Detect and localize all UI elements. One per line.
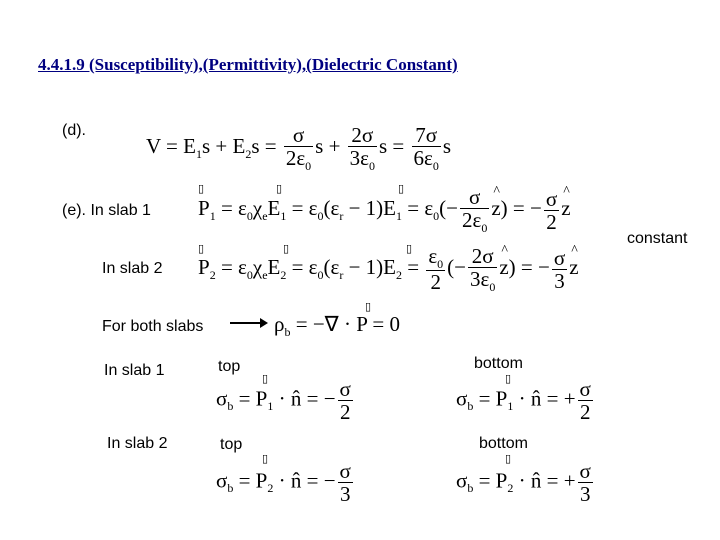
placeholder-box-icon: ▯ (406, 242, 413, 255)
placeholder-box-icon: ▯ (198, 242, 205, 255)
placeholder-box-icon: ▯ (365, 300, 372, 313)
equation-sigma-b-bottom-1: $\sigma_b = P_1$ · n̂ = + $\frac{\sigma}{2}$ (456, 377, 591, 424)
label-top-2: top (220, 436, 243, 453)
placeholder-box-icon: ▯ (505, 452, 512, 465)
equation-d: $V = E_1s + E_2s$ = $\frac{\sigma}{2\varepsilon_0}$ s + $\frac{2\sigma}{3\varepsilon_0}$ s = $\frac{7\sigma}{6\varepsilon_0}$ s (146, 123, 452, 173)
label-slab2: In slab 2 (107, 435, 168, 452)
equation-p2: $P_2 = \varepsilon_0\chi_eE_2 = \varepsilon_0(\varepsilon_r - 1)E_2$ = $\frac{\varepsilon_0}{2}$ (− $\frac{2\sigma}{3\varepsilon_0}$ ^ z) = − $\frac{\sigma}{3}$ ^ z (198, 245, 579, 293)
placeholder-box-icon: ▯ (198, 182, 205, 195)
label-e-slab1: (e). In slab 1 (62, 202, 151, 219)
right-arrow-icon (230, 316, 268, 330)
placeholder-box-icon: ▯ (276, 182, 283, 195)
equation-p1: $P_1 = \varepsilon_0\chi_eE_1 = \varepsilon_0(\varepsilon_r - 1)E_1 = \varepsilon_0(-$ $\frac{\sigma}{2\varepsilon_0}$ ^ z) = − $\frac{\sigma}{2}$ ^ z (198, 186, 571, 234)
label-bottom-2: bottom (479, 435, 528, 452)
equation-rho-b: $\rho_b$ = −∇ · P = 0 (274, 312, 400, 339)
label-slab2-e: In slab 2 (102, 260, 163, 277)
placeholder-box-icon: ▯ (262, 372, 269, 385)
label-top-1: top (218, 358, 241, 375)
placeholder-box-icon: ▯ (505, 372, 512, 385)
page-title: 4.4.1.9 (Susceptibility),(Permittivity),(Dielectric Constant) (38, 55, 458, 74)
equation-sigma-b-top-2: $\sigma_b = P_2$ · n̂ = − $\frac{\sigma}{3}$ (216, 459, 351, 506)
label-both-slabs: For both slabs (102, 318, 204, 335)
label-d: (d). (62, 122, 86, 139)
equation-sigma-b-top-1: $\sigma_b = P_1$ · n̂ = − $\frac{\sigma}{2}$ (216, 377, 351, 424)
equation-sigma-b-bottom-2: $\sigma_b = P_2$ · n̂ = + $\frac{\sigma}{3}$ (456, 459, 591, 506)
placeholder-box-icon: ▯ (398, 182, 405, 195)
label-slab1: In slab 1 (104, 362, 165, 379)
label-constant: constant (627, 230, 688, 247)
placeholder-box-icon: ▯ (283, 242, 290, 255)
placeholder-box-icon: ▯ (262, 452, 269, 465)
label-bottom-1: bottom (474, 355, 523, 372)
